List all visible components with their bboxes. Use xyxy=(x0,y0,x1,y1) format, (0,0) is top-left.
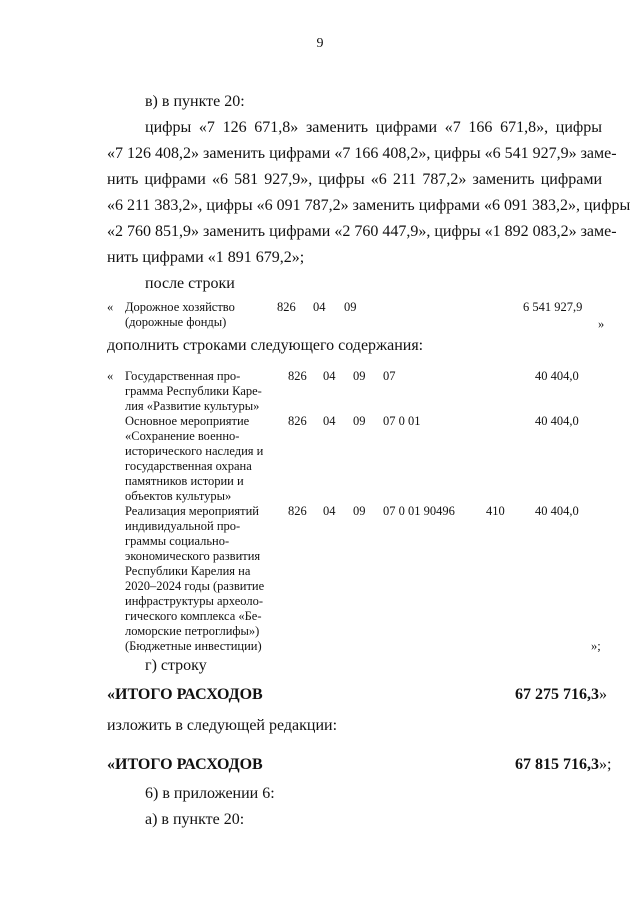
item-6-heading: 6) в приложении 6: xyxy=(145,785,275,802)
row-description: Реализация мероприятий индивидуальной про- граммы социально- экономического развития Республики Карелия на 2020–2024 годы (развитие инфраструктуры археоло- гического комплекса «Бе- ломорские петроглифы») (Бюджетные инвестиции) xyxy=(125,504,265,653)
col-ministry: 826 xyxy=(288,414,307,428)
item-v-heading: в) в пункте 20: xyxy=(145,93,245,110)
paragraph-line: нить цифрами «1 891 679,2»; xyxy=(107,249,305,266)
close-quote: » xyxy=(598,317,605,331)
col-section: 04 xyxy=(313,300,326,314)
supplement-text: дополнить строками следующего содержания: xyxy=(107,337,424,354)
col-ministry: 826 xyxy=(277,300,296,314)
paragraph-line: «2 760 851,9» заменить цифрами «2 760 447,9», цифры «1 892 083,2» заме- xyxy=(107,223,617,240)
total-value: 67 815 716,3 xyxy=(515,756,599,773)
open-quote: « xyxy=(107,369,114,383)
budget-new-rows xyxy=(0,369,640,654)
paragraph-line: «6 211 383,2», цифры «6 091 787,2» заменить цифрами «6 091 383,2», цифры xyxy=(107,197,631,214)
col-subsection: 09 xyxy=(353,414,366,428)
paragraph-line: цифры «7 126 671,8» заменить цифрами «7 166 671,8», цифры xyxy=(145,119,602,136)
row-description: Государственная про- грамма Республики Каре- лия «Развитие культуры» xyxy=(125,369,262,413)
close-quote: »; xyxy=(599,756,612,773)
col-ministry: 826 xyxy=(288,504,307,518)
col-target: 07 0 01 xyxy=(383,414,421,428)
total-label: «ИТОГО РАСХОДОВ xyxy=(107,756,263,773)
col-section: 04 xyxy=(323,369,336,383)
after-row-label: после строки xyxy=(145,275,235,292)
item-g-heading: г) строку xyxy=(145,657,207,674)
close-quote: »; xyxy=(591,639,601,653)
col-amount: 6 541 927,9 xyxy=(523,300,583,314)
col-amount: 40 404,0 xyxy=(535,504,579,518)
col-amount: 40 404,0 xyxy=(535,369,579,383)
row-description: Дорожное хозяйство (дорожные фонды) xyxy=(125,300,235,329)
row-description: Основное мероприятие «Сохранение военно- исторического наследия и государственная охрана памятников истории и объектов культуры» xyxy=(125,414,264,503)
close-quote: » xyxy=(599,686,607,703)
replace-text: изложить в следующей редакции: xyxy=(107,717,338,734)
col-ministry: 826 xyxy=(288,369,307,383)
total-label: «ИТОГО РАСХОДОВ xyxy=(107,686,263,703)
total-value-group xyxy=(515,686,607,704)
col-section: 04 xyxy=(323,504,336,518)
page-number: 9 xyxy=(316,36,324,51)
paragraph-line: нить цифрами «6 581 927,9», цифры «6 211 787,2» заменить цифрами xyxy=(107,171,602,188)
col-subsection: 09 xyxy=(353,504,366,518)
total-old-row xyxy=(107,686,607,710)
col-expense-type: 410 xyxy=(486,504,505,518)
col-subsection: 09 xyxy=(353,369,366,383)
item-a-heading: а) в пункте 20: xyxy=(145,811,245,828)
col-amount: 40 404,0 xyxy=(535,414,579,428)
total-value-group xyxy=(515,756,611,774)
open-quote: « xyxy=(107,300,114,314)
col-section: 04 xyxy=(323,414,336,428)
total-new-row xyxy=(107,756,612,780)
col-target: 07 xyxy=(383,369,396,383)
col-target: 07 0 01 90496 xyxy=(383,504,455,518)
total-value: 67 275 716,3 xyxy=(515,686,599,703)
col-subsection: 09 xyxy=(344,300,357,314)
paragraph-line: «7 126 408,2» заменить цифрами «7 166 408,2», цифры «6 541 927,9» заме- xyxy=(107,145,617,162)
